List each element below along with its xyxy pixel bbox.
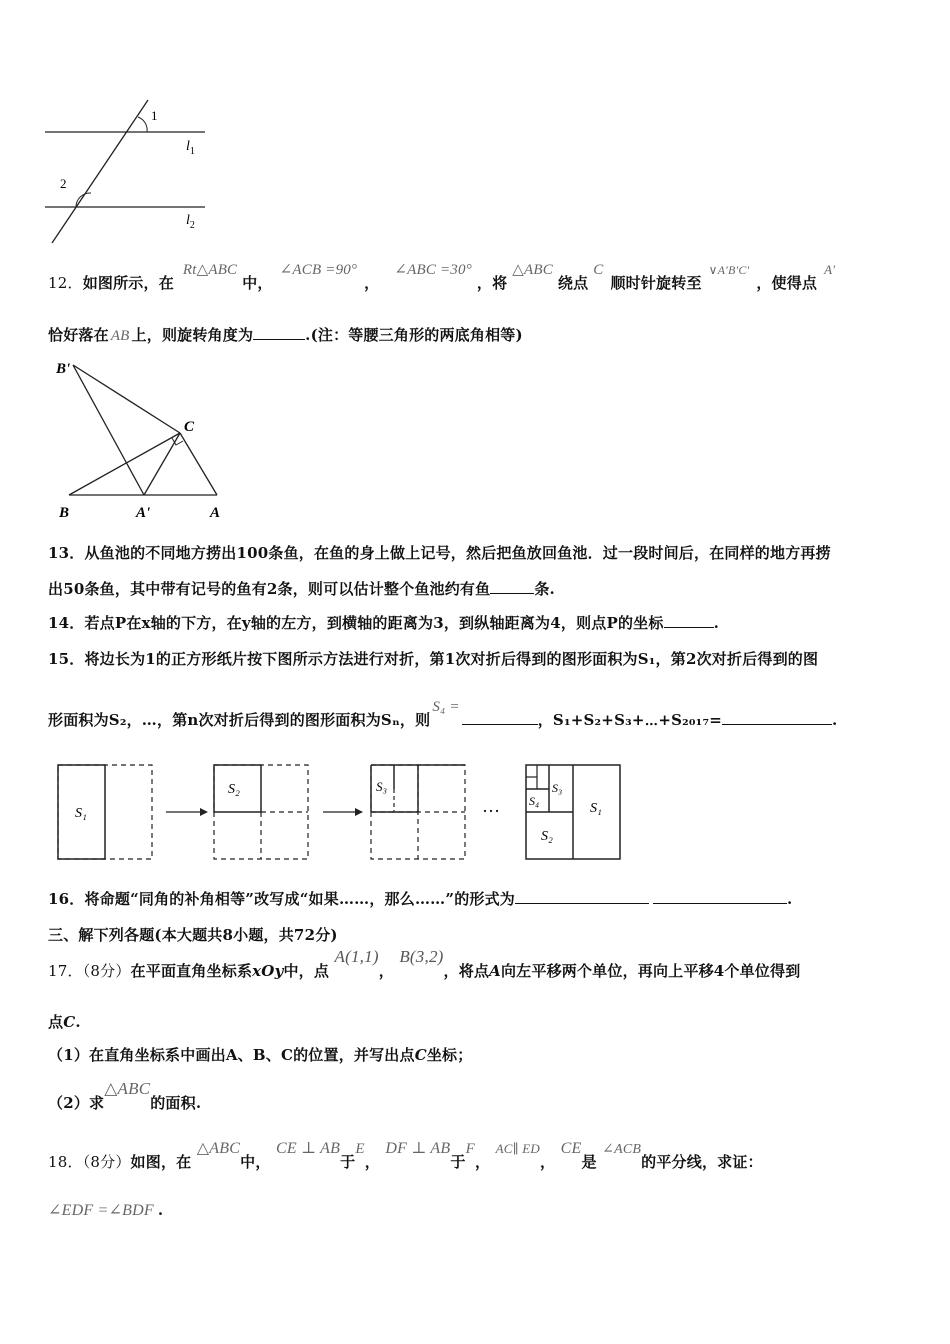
q16-answer-blank-1[interactable]	[515, 889, 649, 904]
line-l1-label: l	[186, 139, 190, 154]
q18-line1: 18．（8分）如图，在 △ABC中， CE ⊥ AB于E， DF ⊥ AB于F， AC∥ ED， CE是 ∠ACB的平分线，求证：	[48, 1140, 763, 1171]
angle-1-label: 1	[151, 108, 158, 123]
q12-answer-blank[interactable]	[253, 325, 305, 340]
q17-sub1: （1）在直角坐标系中画出A、B、C的位置，并写出点C坐标；	[48, 1046, 473, 1064]
q13-answer-blank[interactable]	[490, 579, 534, 594]
line-l2-label: l	[186, 213, 190, 228]
s2-label-1: S₂	[228, 782, 240, 797]
ellipsis: ···	[482, 801, 500, 821]
s4-label-final: S₄	[529, 794, 540, 808]
q17-sub2: （2）求△ABC的面积.	[48, 1079, 202, 1112]
q15-line1: 15．将边长为1的正方形纸片按下图所示方法进行对折，第1次对折后得到的图形面积为S₁，第2次对折后得到的图	[48, 650, 819, 668]
folding-figure	[50, 757, 630, 867]
q14-answer-blank[interactable]	[664, 613, 714, 628]
parallel-lines-figure	[40, 95, 220, 250]
q13-line2: 出50条鱼，其中带有记号的鱼有2条，则可以估计整个鱼池约有鱼 条.	[48, 580, 555, 598]
q12-line1: 12．如图所示，在 Rt△ABC 中， ∠ACB =90° ， ∠ABC =30° ，将 △ABC 绕点 C 顺时针旋转至 $^{\vee A'B'C'}$ ，使得点 A′	[48, 262, 836, 292]
s1-label-1: S₁	[75, 806, 87, 821]
q18-line2: ∠EDF =∠BDF .	[48, 1201, 164, 1219]
svg-text:l2	[186, 213, 195, 231]
q12-line2: 恰好落在 AB 上，则旋转角度为 .(注：等腰三角形的两底角相等)	[48, 326, 523, 344]
line-l2-sub: 2	[189, 220, 195, 231]
s1-label-final: S₁	[590, 801, 602, 816]
q16: 16．将命题“同角的补角相等”改写成“如果……，那么……”的形式为 .	[48, 890, 793, 908]
section3-title: 三、解下列各题(本大题共8小题，共72分)	[48, 926, 338, 944]
line-l1-sub: 1	[189, 146, 195, 157]
angle-2-label: 2	[60, 176, 67, 191]
label-b: B	[59, 505, 70, 521]
q14: 14．若点P在x轴的下方，在y轴的左方，到横轴的距离为3，到纵轴距离为4，则点P的坐标 .	[48, 614, 720, 632]
svg-text:l1	[186, 139, 195, 157]
s3-label-final: S₃	[552, 781, 563, 795]
label-a: A	[210, 505, 221, 521]
label-a-prime: A'	[136, 505, 151, 521]
q16-answer-blank-2[interactable]	[653, 889, 787, 904]
rotation-figure	[50, 355, 230, 525]
q17-line2: 点C.	[48, 1013, 81, 1031]
label-c: C	[184, 419, 195, 435]
q13-line1: 13．从鱼池的不同地方捞出100条鱼，在鱼的身上做上记号，然后把鱼放回鱼池．过一段时间后，在同样的地方再捞	[48, 544, 831, 562]
q15-sum-blank[interactable]	[722, 710, 832, 725]
q15-s4-blank[interactable]	[462, 710, 538, 725]
label-b-prime: B'	[56, 361, 71, 377]
q15-line2: 形面积为S₂，…，第n次对折后得到的图形面积为Sₙ，则S₄ =，S₁+S₂+S₃+⋯+S₂₀₁₇= .	[48, 699, 838, 729]
q17-line1: 17．（8分）在平面直角坐标系xOy中，点 A(1,1)， B(3,2)，将点A向左平移两个单位，再向上平移4个单位得到	[48, 947, 801, 980]
s2-label-final: S₂	[541, 829, 553, 844]
s3-label-1: S₃	[376, 779, 388, 794]
